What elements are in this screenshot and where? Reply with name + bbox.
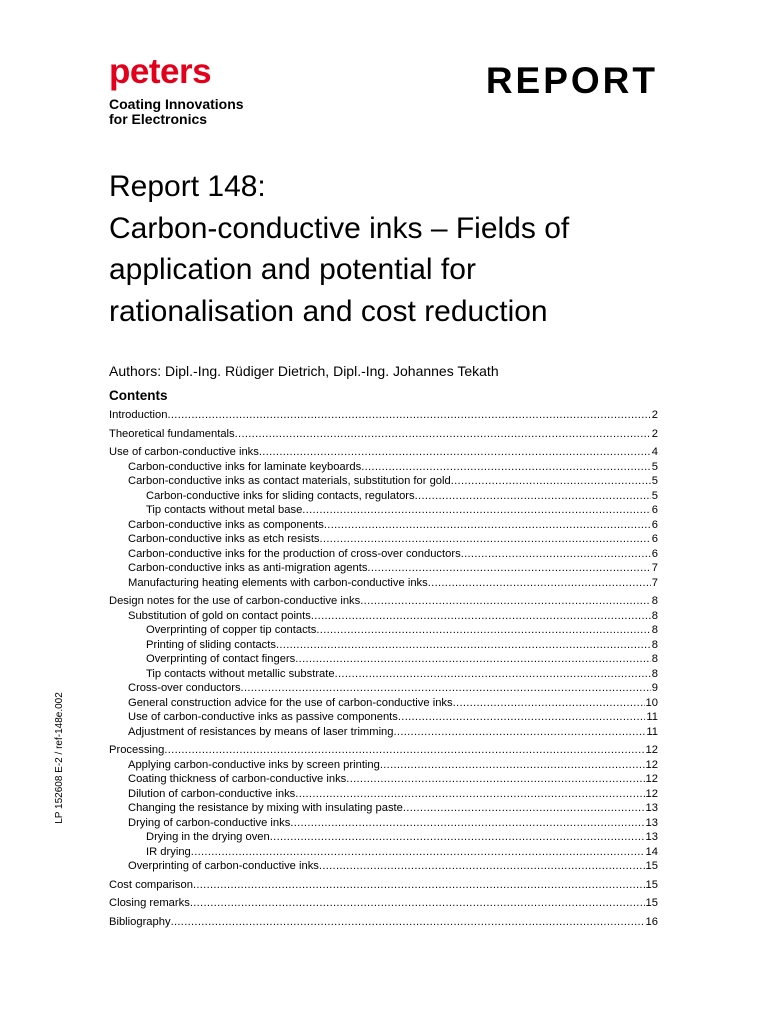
- toc-entry-title: General construction advice for the use of carbon-conductive inks: [128, 696, 453, 709]
- toc-entry-title: Changing the resistance by mixing with insulating paste: [128, 802, 403, 814]
- toc-leader-dots: [346, 772, 644, 787]
- toc-leader-dots: [398, 710, 645, 725]
- toc-entry-page: 15: [645, 878, 658, 891]
- toc-entry[interactable]: [109, 576, 658, 591]
- toc-entry-title: Cross-over conductors: [128, 682, 241, 694]
- report-title: [109, 166, 669, 332]
- toc-leader-dots: [319, 859, 645, 874]
- toc-entry[interactable]: [109, 758, 658, 773]
- toc-leader-dots: [451, 474, 651, 489]
- toc-entry[interactable]: [109, 772, 658, 787]
- toc-leader-dots: [367, 561, 650, 576]
- toc-entry[interactable]: [109, 743, 658, 758]
- toc-entry-page: 14: [645, 845, 658, 858]
- toc-entry[interactable]: [109, 710, 658, 725]
- toc-section: [109, 408, 658, 423]
- toc-leader-dots: [361, 460, 651, 475]
- toc-entry[interactable]: [109, 830, 658, 845]
- toc-entry-page: 8: [651, 609, 658, 622]
- toc-entry-title: Theoretical fundamentals: [109, 427, 235, 440]
- toc-section: [109, 445, 658, 590]
- toc-entry[interactable]: [109, 638, 658, 653]
- logo-tagline-1: Coating Innovations: [109, 96, 244, 112]
- toc-leader-dots: [235, 427, 651, 442]
- toc-entry-title: Carbon-conductive inks as etch resists: [128, 533, 320, 545]
- toc-entry-title: Processing: [109, 744, 165, 756]
- toc-entry-page: 11: [646, 725, 658, 738]
- toc-leader-dots: [171, 915, 645, 930]
- toc-leader-dots: [241, 681, 651, 696]
- toc-entry[interactable]: [109, 623, 658, 638]
- toc-entry[interactable]: [109, 816, 658, 831]
- toc-entry-title: Overprinting of carbon-conductive inks: [128, 860, 319, 872]
- toc-entry-title: IR drying: [146, 845, 191, 858]
- toc-leader-dots: [320, 532, 651, 547]
- toc-entry-page: 12: [645, 787, 658, 800]
- toc-entry-page: 12: [645, 773, 658, 785]
- toc-entry-page: 12: [645, 744, 658, 756]
- toc-entry-title: Overprinting of copper tip contacts: [146, 624, 317, 636]
- toc-entry-title: Substitution of gold on contact points: [128, 609, 311, 622]
- toc-section: [109, 594, 658, 739]
- toc-entry-page: 13: [645, 802, 658, 814]
- toc-entry-title: Drying in the drying oven: [146, 831, 270, 843]
- toc-entry-page: 6: [651, 547, 658, 560]
- toc-entry-title: Coating thickness of carbon-conductive inks: [128, 773, 347, 785]
- toc-entry-title: Bibliography: [109, 915, 171, 928]
- toc-leader-dots: [295, 652, 651, 667]
- company-logo: [109, 52, 244, 127]
- toc-entry[interactable]: [109, 489, 658, 504]
- toc-entry-title: Tip contacts without metallic substrate: [146, 667, 335, 680]
- toc-entry[interactable]: [109, 696, 658, 711]
- toc-entry-page: 8: [651, 638, 658, 651]
- toc-section: [109, 427, 658, 442]
- toc-section: [109, 896, 658, 911]
- toc-entry-title: Manufacturing heating elements with carbon-conductive inks: [128, 576, 428, 589]
- toc-entry[interactable]: [109, 427, 658, 442]
- toc-entry-page: 13: [645, 831, 658, 843]
- toc-entry-page: 10: [645, 696, 658, 709]
- toc-entry-title: Overprinting of contact fingers: [146, 653, 296, 665]
- title-line-2: Carbon-conductive inks – Fields of: [109, 211, 570, 245]
- toc-entry-page: 8: [651, 653, 658, 665]
- toc-entry[interactable]: [109, 725, 658, 740]
- toc-leader-dots: [428, 576, 651, 591]
- toc-entry-page: 9: [651, 682, 658, 694]
- toc-leader-dots: [259, 445, 651, 460]
- toc-entry[interactable]: [109, 594, 658, 609]
- toc-leader-dots: [461, 547, 651, 562]
- toc-leader-dots: [164, 743, 644, 758]
- toc-entry-page: 6: [651, 533, 658, 545]
- toc-entry-title: Tip contacts without metal base: [146, 504, 303, 516]
- toc-entry[interactable]: [109, 801, 658, 816]
- toc-entry[interactable]: [109, 915, 658, 930]
- toc-leader-dots: [295, 787, 644, 802]
- toc-leader-dots: [324, 518, 651, 533]
- toc-entry[interactable]: [109, 878, 658, 893]
- toc-entry[interactable]: [109, 408, 658, 423]
- title-line-3: application and potential for: [109, 253, 476, 286]
- toc-entry-page: 11: [646, 711, 658, 723]
- toc-entry-title: Carbon-conductive inks for the production of cross-over conductors: [128, 547, 461, 560]
- toc-entry[interactable]: [109, 547, 658, 562]
- toc-entry-title: Carbon-conductive inks as anti-migration agents: [128, 562, 368, 574]
- toc-entry[interactable]: [109, 503, 658, 518]
- toc-entry-page: 7: [651, 576, 658, 589]
- toc-leader-dots: [190, 896, 645, 911]
- toc-leader-dots: [276, 638, 651, 653]
- toc-entry-page: 7: [651, 562, 658, 574]
- toc-entry-title: Closing remarks: [109, 897, 190, 909]
- toc-entry[interactable]: [109, 667, 658, 682]
- toc-entry-title: Drying of carbon-conductive inks: [128, 816, 291, 829]
- toc-entry-page: 2: [651, 409, 658, 421]
- title-line-1: Report 148:: [109, 170, 266, 203]
- toc-section: [109, 743, 658, 874]
- table-of-contents: [109, 408, 658, 933]
- toc-entry-title: Design notes for the use of carbon-conductive inks: [109, 595, 361, 607]
- toc-entry-page: 4: [651, 446, 658, 458]
- toc-leader-dots: [191, 845, 645, 860]
- toc-entry-page: 13: [645, 816, 658, 829]
- toc-entry-page: 5: [651, 460, 658, 473]
- toc-entry[interactable]: [109, 896, 658, 911]
- toc-entry-title: Introduction: [109, 409, 168, 421]
- toc-leader-dots: [394, 725, 646, 740]
- toc-entry[interactable]: [109, 518, 658, 533]
- toc-leader-dots: [193, 878, 645, 893]
- toc-entry-page: 8: [651, 624, 658, 636]
- logo-brand: peters: [109, 52, 212, 91]
- toc-leader-dots: [403, 801, 645, 816]
- toc-entry[interactable]: [109, 474, 658, 489]
- toc-leader-dots: [360, 594, 651, 609]
- toc-entry-page: 6: [651, 518, 658, 531]
- toc-entry-page: 2: [651, 427, 658, 440]
- toc-entry-title: Applying carbon-conductive inks by screen printing: [128, 758, 380, 771]
- toc-leader-dots: [316, 623, 650, 638]
- toc-leader-dots: [335, 667, 651, 682]
- document-reference-code: LP 152608 E-2 / ref-148e.002: [54, 692, 65, 824]
- toc-entry-title: Carbon-conductive inks as components: [128, 518, 324, 531]
- toc-entry-page: 5: [651, 489, 658, 502]
- toc-entry[interactable]: [109, 460, 658, 475]
- toc-entry[interactable]: [109, 652, 658, 667]
- toc-leader-dots: [302, 503, 650, 518]
- toc-entry-title: Carbon-conductive inks for sliding contacts, regulators: [146, 489, 415, 502]
- toc-leader-dots: [270, 830, 645, 845]
- report-label: REPORT: [485, 60, 658, 101]
- authors-line: Authors: Dipl.-Ing. Rüdiger Dietrich, Dipl.-Ing. Johannes Tekath: [109, 363, 499, 379]
- toc-entry[interactable]: [109, 561, 658, 576]
- toc-entry[interactable]: [109, 445, 658, 460]
- toc-entry-page: 15: [645, 860, 658, 872]
- toc-entry-title: Adjustment of resistances by means of laser trimming: [128, 725, 394, 738]
- toc-entry-page: 8: [651, 667, 658, 680]
- toc-entry-page: 15: [645, 897, 658, 909]
- toc-entry-page: 8: [651, 595, 658, 607]
- contents-heading: Contents: [109, 388, 168, 403]
- toc-leader-dots: [380, 758, 645, 773]
- logo-tagline-2: for Electronics: [109, 111, 208, 127]
- toc-leader-dots: [167, 408, 650, 423]
- toc-leader-dots: [311, 609, 651, 624]
- toc-section: [109, 878, 658, 893]
- toc-entry-page: 6: [651, 504, 658, 516]
- toc-section: [109, 915, 658, 930]
- toc-entry-title: Cost comparison: [109, 878, 193, 891]
- toc-leader-dots: [453, 696, 645, 711]
- toc-entry-page: 16: [645, 915, 658, 928]
- toc-entry-title: Printing of sliding contacts: [146, 638, 276, 651]
- toc-entry-title: Dilution of carbon-conductive inks: [128, 787, 296, 800]
- toc-entry[interactable]: [109, 532, 658, 547]
- toc-leader-dots: [415, 489, 651, 504]
- toc-entry-title: Carbon-conductive inks as contact materials, substitution for gold: [128, 475, 451, 487]
- toc-entry[interactable]: [109, 859, 658, 874]
- toc-entry-page: 12: [645, 758, 658, 771]
- toc-entry-page: 5: [651, 475, 658, 487]
- toc-entry[interactable]: [109, 609, 658, 624]
- title-line-4: rationalisation and cost reduction: [109, 294, 548, 328]
- toc-leader-dots: [290, 816, 644, 831]
- toc-entry[interactable]: [109, 845, 658, 860]
- toc-entry[interactable]: [109, 681, 658, 696]
- toc-entry[interactable]: [109, 787, 658, 802]
- toc-entry-title: Carbon-conductive inks for laminate keyboards: [128, 460, 362, 473]
- toc-entry-title: Use of carbon-conductive inks: [109, 446, 259, 458]
- toc-entry-title: Use of carbon-conductive inks as passive components: [128, 711, 398, 723]
